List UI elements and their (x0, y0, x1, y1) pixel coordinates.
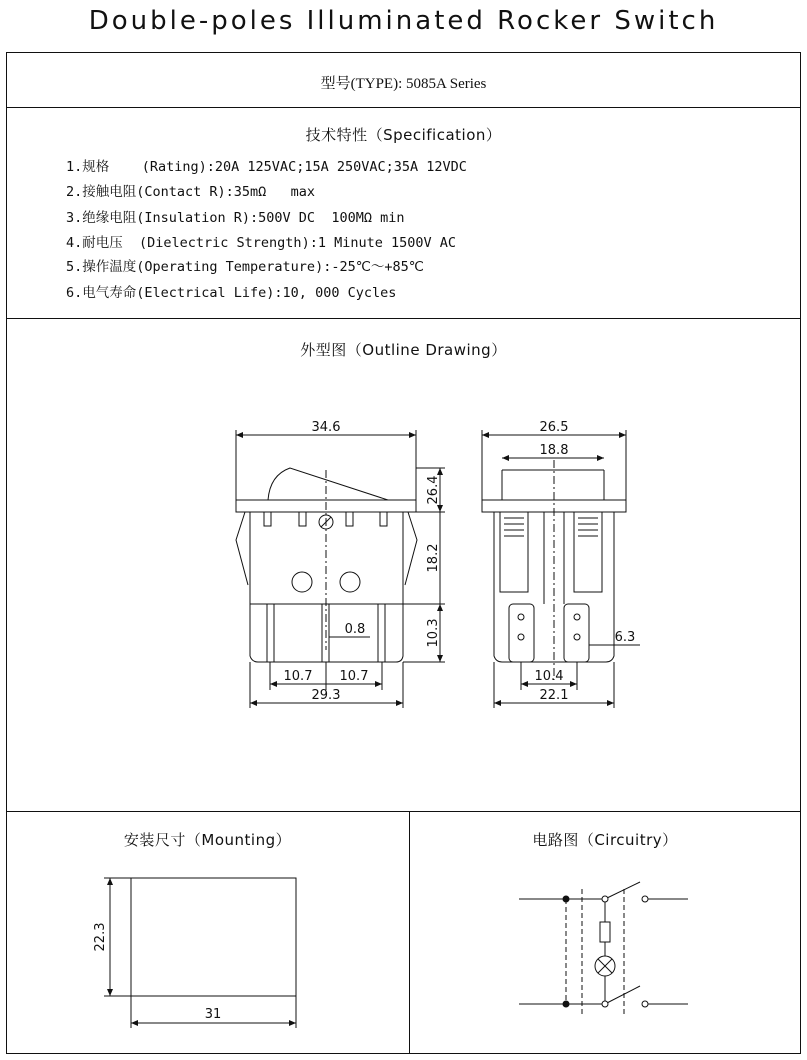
spec-item: 3.绝缘电阻(Insulation R):500V DC 100MΩ min (66, 210, 405, 226)
dim-pitch-left: 10.7 (283, 669, 313, 684)
spec-item: 4.耐电压 (Dielectric Strength):1 Minute 1500V AC (66, 235, 456, 251)
spec-heading: 技术特性（Specification） (305, 126, 502, 144)
mounting-heading: 安装尺寸（Mounting） (123, 831, 292, 849)
dim-body-height: 18.2 (426, 543, 441, 573)
dim-front-width: 34.6 (311, 420, 341, 435)
dim-mount-width: 31 (204, 1007, 222, 1022)
dim-bottom-width: 29.3 (311, 688, 341, 703)
dim-terminal-width: 6.3 (614, 630, 636, 645)
spec-item: 2.接触电阻(Contact R):35mΩ max (66, 184, 316, 200)
dim-terminal-thickness: 0.8 (344, 622, 366, 637)
spec-item: 5.操作温度(Operating Temperature):-25℃～+85℃ (66, 259, 424, 275)
dim-pitch-right: 10.7 (339, 669, 369, 684)
spec-item: 1.规格 (Rating):20A 125VAC;15A 250VAC;35A 12VDC (66, 159, 467, 175)
outline-heading: 外型图（Outline Drawing） (300, 341, 507, 359)
document-title: Double-poles Illuminated Rocker Switch (88, 6, 719, 36)
spec-item: 6.电气寿命(Electrical Life):10, 000 Cycles (66, 285, 397, 301)
type-line: 型号(TYPE): 5085A Series (320, 76, 487, 92)
dim-side-width: 26.5 (539, 420, 569, 435)
dim-side-bottom: 22.1 (539, 688, 569, 703)
circuitry-heading: 电路图（Circuitry） (532, 831, 678, 849)
dim-rocker-height: 26.4 (426, 475, 441, 505)
dim-terminal-height: 10.3 (426, 618, 441, 648)
dim-side-inner: 18.8 (539, 443, 569, 458)
dim-mount-height: 22.3 (93, 922, 108, 952)
dim-side-pitch: 10.4 (534, 669, 564, 684)
